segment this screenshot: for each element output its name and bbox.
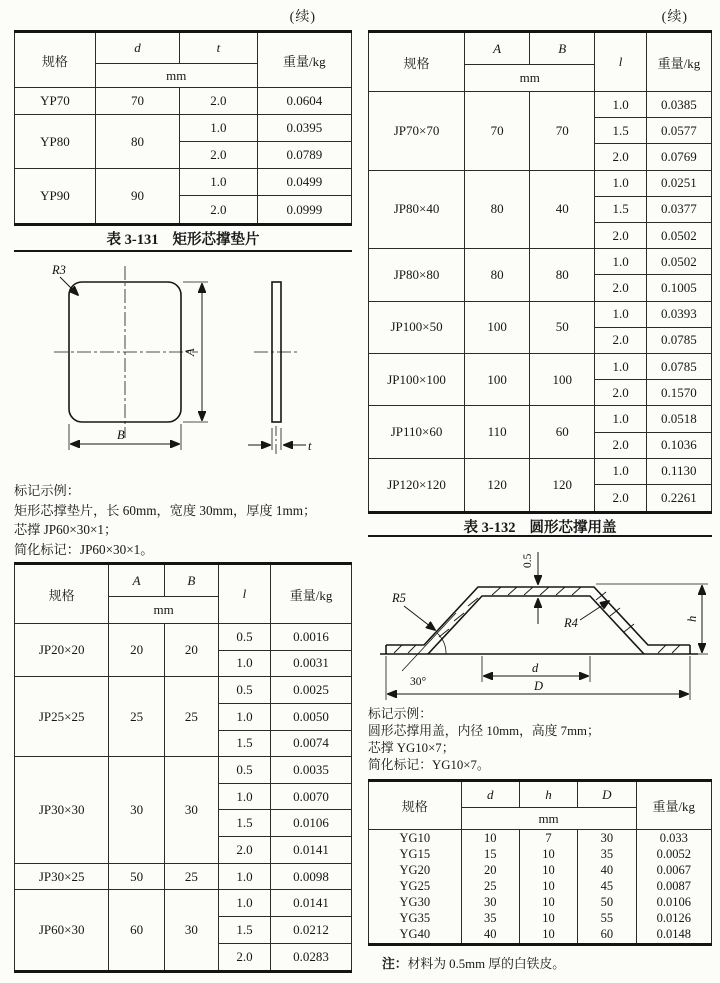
cell: 0.0499 — [257, 169, 351, 196]
header-unit: mm — [461, 808, 636, 830]
cell: 1.5 — [218, 917, 270, 944]
cell: YP80 — [15, 115, 96, 169]
table-row — [15, 757, 352, 784]
cell: 2.0 — [595, 432, 646, 458]
cell: 0.0148 — [636, 927, 712, 945]
cell: YG25 — [369, 878, 462, 894]
header-spec: 规格 — [15, 32, 96, 88]
cell: 0.0785 — [646, 354, 711, 380]
cell: 50 — [109, 863, 165, 890]
example-line: 芯撑 YG10×7； — [368, 741, 455, 755]
table-row — [15, 32, 352, 64]
table-row — [369, 781, 712, 808]
cell: 1.0 — [180, 115, 258, 142]
cell: 0.0395 — [257, 115, 351, 142]
header-d: d — [461, 781, 519, 808]
cell: 30 — [461, 894, 519, 910]
marking-example-left — [14, 481, 316, 559]
cell: 0.0604 — [257, 88, 351, 115]
cell: 1.0 — [595, 354, 646, 380]
table-row — [369, 92, 712, 118]
header-a: A — [109, 564, 165, 597]
cell: 10 — [461, 830, 519, 847]
table-row — [369, 878, 712, 894]
caption-number: 表 3-132 — [463, 520, 516, 536]
cell: 0.0126 — [636, 911, 712, 927]
table-row — [369, 927, 712, 945]
cell: 2.0 — [595, 275, 646, 301]
cell: 2.0 — [595, 144, 646, 170]
table-row — [369, 406, 712, 432]
cell: 1.0 — [595, 406, 646, 432]
continued-marker: (续) — [661, 10, 688, 25]
cell: 1.0 — [595, 301, 646, 327]
cell: 1.0 — [218, 863, 270, 890]
cell: YG30 — [369, 894, 462, 910]
table-row — [15, 624, 352, 651]
cell: 80 — [465, 170, 530, 249]
cell: 60 — [530, 406, 595, 458]
table-row — [369, 170, 712, 196]
cell: YG40 — [369, 927, 462, 945]
cell: 35 — [461, 911, 519, 927]
cell: 0.0141 — [271, 890, 352, 917]
cell: YP90 — [15, 169, 96, 225]
cell: 2.0 — [180, 196, 258, 225]
cell: 0.0031 — [271, 650, 352, 677]
cell: 20 — [164, 624, 218, 677]
cell: 2.0 — [180, 142, 258, 169]
cell: YP70 — [15, 88, 96, 115]
header-weight: 重量/kg — [257, 32, 351, 88]
cell: 30 — [164, 890, 218, 972]
cell: 1.0 — [218, 650, 270, 677]
cell: 20 — [109, 624, 165, 677]
cell: 80 — [465, 249, 530, 301]
cell: 1.0 — [218, 703, 270, 730]
cell: 0.1570 — [646, 380, 711, 406]
cell: 2.0 — [595, 380, 646, 406]
divider-rule — [14, 250, 352, 252]
cell: 10 — [519, 911, 577, 927]
cell: 0.0769 — [646, 144, 711, 170]
right-column — [368, 0, 712, 983]
table-row — [369, 830, 712, 847]
cell: 70 — [465, 92, 530, 171]
cell: 0.0035 — [271, 757, 352, 784]
cell: 1.5 — [595, 118, 646, 144]
note-text: 材料为 0.5mm 厚的白铁皮。 — [407, 957, 566, 971]
table-row — [369, 249, 712, 275]
cell: 0.0212 — [271, 917, 352, 944]
cell: 60 — [109, 890, 165, 972]
header-a: A — [465, 32, 530, 65]
figure-round-cap — [368, 538, 712, 704]
cell: 0.0070 — [271, 783, 352, 810]
cell: 1.0 — [595, 170, 646, 196]
table-131-caption — [14, 228, 352, 249]
cell: 10 — [519, 846, 577, 862]
cell: 1.0 — [218, 890, 270, 917]
cell: 0.5 — [218, 757, 270, 784]
cell: 0.0502 — [646, 249, 711, 275]
cell: YG10 — [369, 830, 462, 847]
cell: 0.2261 — [646, 485, 711, 513]
table-row — [369, 862, 712, 878]
cell: 50 — [578, 894, 636, 910]
dimension-label-b: B — [117, 428, 125, 442]
cell: 0.0067 — [636, 862, 712, 878]
table-row — [15, 115, 352, 142]
cell: JP80×40 — [369, 170, 465, 249]
cell: 25 — [109, 677, 165, 757]
header-big-d: D — [578, 781, 636, 808]
cell: 2.0 — [595, 485, 646, 513]
caption-title: 矩形芯撑垫片 — [172, 232, 260, 248]
cell: 0.0052 — [636, 846, 712, 862]
cell: 80 — [530, 249, 595, 301]
cell: JP60×30 — [15, 890, 109, 972]
cell: 40 — [578, 862, 636, 878]
cell: 0.0999 — [257, 196, 351, 225]
cell: 40 — [530, 170, 595, 249]
header-l: l — [595, 32, 646, 92]
cell: 10 — [519, 862, 577, 878]
cell: 35 — [578, 846, 636, 862]
cell: 1.5 — [595, 196, 646, 222]
example-line: 圆形芯撑用盖，内径 10mm，高度 7mm； — [368, 724, 600, 738]
divider-rule — [368, 535, 712, 537]
example-line: 矩形芯撑垫片，长 60mm，宽度 30mm，厚度 1mm； — [14, 502, 317, 518]
dimension-label-h: h — [685, 615, 699, 622]
cell: 0.0785 — [646, 327, 711, 353]
cell: 100 — [465, 301, 530, 353]
table-row — [369, 354, 712, 380]
cell: 30 — [164, 757, 218, 864]
cell: 1.0 — [595, 249, 646, 275]
cell: 120 — [465, 458, 530, 512]
cell: 0.5 — [218, 624, 270, 651]
table-jp-gaskets-small — [14, 562, 352, 973]
dimension-label-t: t — [308, 439, 312, 453]
cell: 1.0 — [180, 169, 258, 196]
header-unit: mm — [95, 64, 257, 88]
cell: 100 — [465, 354, 530, 406]
cell: 70 — [530, 92, 595, 171]
cell: 55 — [578, 911, 636, 927]
table-row — [369, 301, 712, 327]
cell: 2.0 — [218, 943, 270, 971]
cell: 0.0141 — [271, 837, 352, 864]
header-d: d — [95, 32, 179, 64]
continued-marker: (续) — [289, 10, 316, 25]
cell: 0.0283 — [271, 943, 352, 971]
cell: 15 — [461, 846, 519, 862]
cell: JP100×100 — [369, 354, 465, 406]
cell: 2.0 — [218, 837, 270, 864]
header-spec: 规格 — [369, 32, 465, 92]
table-row — [369, 911, 712, 927]
cell: 25 — [461, 878, 519, 894]
table-row — [15, 677, 352, 704]
header-b: B — [530, 32, 595, 65]
cell: 0.0074 — [271, 730, 352, 757]
cell: 0.0393 — [646, 301, 711, 327]
cell: YG35 — [369, 911, 462, 927]
caption-number: 表 3-131 — [106, 232, 159, 248]
caption-title: 圆形芯撑用盖 — [529, 520, 617, 536]
marking-example-right — [368, 706, 600, 774]
cell: 0.0377 — [646, 196, 711, 222]
cell: 2.0 — [595, 327, 646, 353]
note-label: 注： — [382, 957, 408, 971]
cell: 0.1005 — [646, 275, 711, 301]
cell: JP25×25 — [15, 677, 109, 757]
header-weight: 重量/kg — [271, 564, 352, 624]
cell: 45 — [578, 878, 636, 894]
figure-rect-gasket — [14, 254, 352, 458]
cell: 100 — [530, 354, 595, 406]
header-unit: mm — [465, 65, 595, 92]
cell: 0.0025 — [271, 677, 352, 704]
table-jp-gaskets-large — [368, 30, 712, 514]
cell: 7 — [519, 830, 577, 847]
cell: 0.0098 — [271, 863, 352, 890]
cell: 0.033 — [636, 830, 712, 847]
cell: 1.5 — [218, 810, 270, 837]
radius-label-r3: R3 — [52, 263, 66, 277]
table-row — [369, 32, 712, 65]
cell: 50 — [530, 301, 595, 353]
cell: 0.0251 — [646, 170, 711, 196]
cell: 1.0 — [595, 458, 646, 484]
cell: 110 — [465, 406, 530, 458]
cell: JP30×30 — [15, 757, 109, 864]
cell: 25 — [164, 677, 218, 757]
cell: 0.0385 — [646, 92, 711, 118]
cell: 0.0577 — [646, 118, 711, 144]
cell: 1.0 — [218, 783, 270, 810]
cell: 0.1036 — [646, 432, 711, 458]
cell: 0.0502 — [646, 223, 711, 249]
radius-label-r5: R5 — [392, 591, 406, 605]
cell: 0.0106 — [271, 810, 352, 837]
dimension-label-a: A — [183, 348, 197, 356]
dimension-label-big-d: D — [534, 679, 544, 693]
table-row — [15, 169, 352, 196]
cell: 60 — [578, 927, 636, 945]
cell: 0.0050 — [271, 703, 352, 730]
header-l: l — [218, 564, 270, 624]
header-unit: mm — [109, 597, 219, 624]
table-yp-gaskets — [14, 30, 352, 226]
material-note — [382, 953, 565, 972]
dimension-label-d: d — [532, 661, 539, 675]
cell: JP20×20 — [15, 624, 109, 677]
header-t: t — [180, 32, 258, 64]
table-row — [15, 863, 352, 890]
example-line: 标记示例： — [368, 707, 432, 721]
table-row — [15, 564, 352, 597]
cell: 30 — [109, 757, 165, 864]
cell: 1.0 — [595, 92, 646, 118]
cell: 1.5 — [218, 730, 270, 757]
cell: 0.0087 — [636, 878, 712, 894]
cell: 0.5 — [218, 677, 270, 704]
cell: 0.1130 — [646, 458, 711, 484]
cell: 0.0518 — [646, 406, 711, 432]
cell: 120 — [530, 458, 595, 512]
example-line: 标记示例： — [14, 483, 80, 498]
cell: 0.0106 — [636, 894, 712, 910]
cell: 25 — [164, 863, 218, 890]
cell: 10 — [519, 927, 577, 945]
cell: JP80×80 — [369, 249, 465, 301]
cell: 70 — [95, 88, 179, 115]
table-yg-caps — [368, 779, 712, 946]
cell: YG15 — [369, 846, 462, 862]
cell: JP120×120 — [369, 458, 465, 512]
cell: 2.0 — [595, 223, 646, 249]
example-line: 芯撑 JP60×30×1； — [14, 522, 118, 537]
table-row — [15, 890, 352, 917]
radius-label-r4: R4 — [564, 616, 578, 630]
cell: 20 — [461, 862, 519, 878]
cell: JP30×25 — [15, 863, 109, 890]
cell: JP70×70 — [369, 92, 465, 171]
header-b: B — [164, 564, 218, 597]
header-h: h — [519, 781, 577, 808]
cell: 0.0016 — [271, 624, 352, 651]
example-line: 简化标记：JP60×30×1。 — [14, 541, 154, 557]
cell: 10 — [519, 878, 577, 894]
cell: JP100×50 — [369, 301, 465, 353]
header-spec: 规格 — [15, 564, 109, 624]
cell: 0.0789 — [257, 142, 351, 169]
header-spec: 规格 — [369, 781, 462, 830]
cell: 90 — [95, 169, 179, 225]
table-132-caption — [368, 516, 712, 537]
table-row — [369, 458, 712, 484]
cell: 10 — [519, 894, 577, 910]
table-row — [369, 894, 712, 910]
cell: 80 — [95, 115, 179, 169]
cell: 40 — [461, 927, 519, 945]
table-row — [369, 846, 712, 862]
angle-label-30: 30° — [410, 676, 427, 688]
cell: 2.0 — [180, 88, 258, 115]
example-line: 简化标记：YG10×7。 — [368, 758, 490, 772]
cell: JP110×60 — [369, 406, 465, 458]
header-weight: 重量/kg — [636, 781, 712, 830]
left-column — [14, 0, 352, 983]
header-weight: 重量/kg — [646, 32, 711, 92]
cell: YG20 — [369, 862, 462, 878]
table-row — [15, 88, 352, 115]
dimension-label-0-5: 0.5 — [522, 553, 534, 568]
cell: 30 — [578, 830, 636, 847]
